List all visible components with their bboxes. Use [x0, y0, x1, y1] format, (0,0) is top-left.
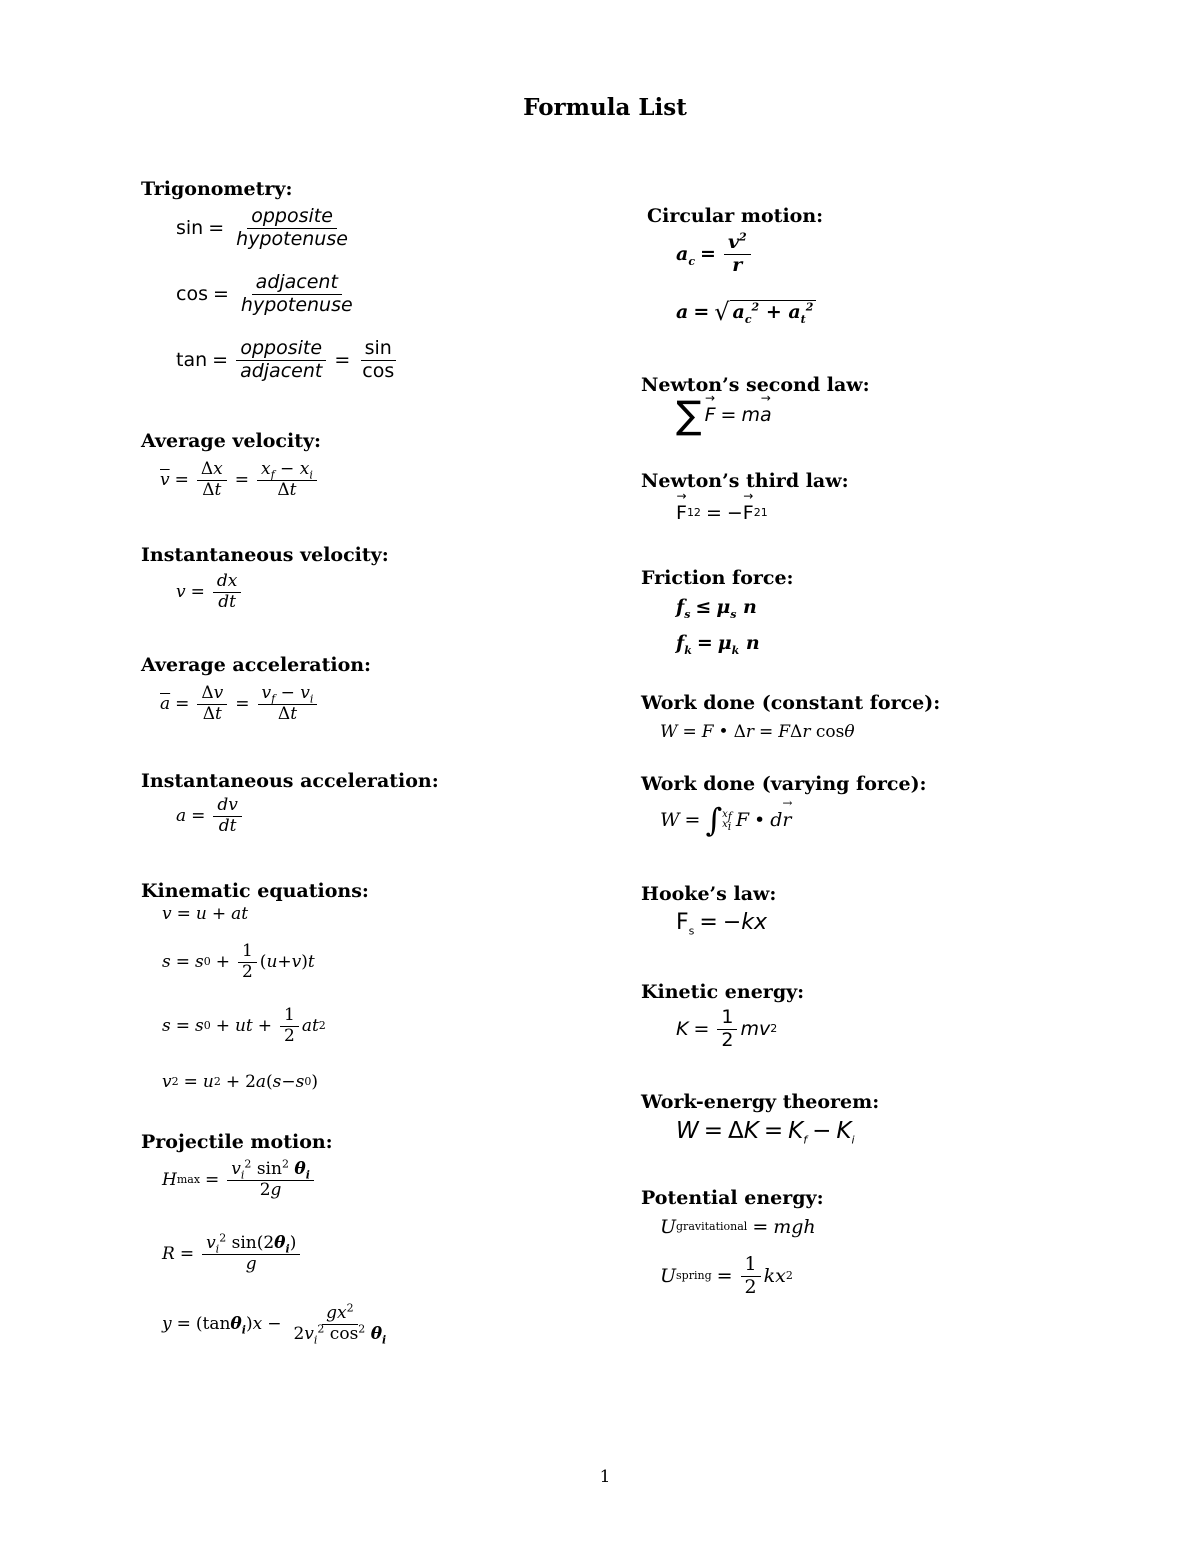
heading-newtons-second-law: Newton’s second law: — [641, 374, 870, 396]
formula-work-varying-force: W = ∫ $x_f$ $x_i$ F • d → r — [660, 804, 792, 836]
heading-kinetic-energy: Kinetic energy: — [641, 981, 805, 1003]
formula-range: R = $\frac{v_i^2 \sin(2\theta_i)}{g}$ — [162, 1234, 303, 1274]
heading-average-velocity: Average velocity: — [141, 430, 322, 452]
formula-hookes-law: $F_s$ = − kx — [676, 910, 768, 938]
formula-work-energy-theorem: W = Δ K = $K_f$ − $K_i$ — [676, 1118, 855, 1147]
formula-trajectory: y = (tan $\theta_i$ ) x − $\frac{gx^2}{2v_i^2 \cos^2 \theta_i}$ — [162, 1301, 387, 1346]
heading-instantaneous-acceleration: Instantaneous acceleration: — [141, 770, 439, 792]
page-number: 1 — [599, 1467, 611, 1487]
formula-static-friction: $f_s$ ≤ $\mu_s$ n — [676, 596, 757, 621]
formula-tan: tan = $\frac{\text{opposite}}{\text{adjacent}}$ = $\frac{\sin}{\cos}$ — [176, 337, 395, 382]
formula-average-acceleration: $\overline{a}$ = $\frac{\Delta v}{\Delta t}$ = $\frac{v_f - v_i}{\Delta t}$ — [160, 684, 320, 724]
formula-kinematic-2: s = s 0 + $\frac{1}{2}$ ( u + v ) t — [162, 941, 315, 982]
formula-gravitational-potential: U gravitational = mgh — [660, 1216, 816, 1238]
heading-instantaneous-velocity: Instantaneous velocity: — [141, 544, 389, 566]
formula-average-velocity: $\overline{v}$ = $\frac{\Delta x}{\Delta t}$ = $\frac{x_f - x_i}{\Delta t}$ — [160, 460, 320, 500]
formula-max-height: H max = $\frac{v_i^2 \sin^2 \theta_i}{2g}$ — [162, 1160, 317, 1200]
formula-total-acceleration: a = √ $a_c^2 + a_t^2$ — [676, 298, 816, 326]
formula-kinematic-3: s = s 0 + ut + $\frac{1}{2}$ at 2 — [162, 1005, 326, 1046]
formula-centripetal-acceleration: $a_c$ = $\frac{v^2}{r}$ — [676, 232, 754, 277]
heading-average-acceleration: Average acceleration: — [141, 654, 372, 676]
formula-kinematic-4: v 2 = u 2 + 2 a ( s − s 0 ) — [162, 1072, 319, 1092]
formula-cos: cos = $\frac{\text{adjacent}}{\text{hypotenuse}}$ — [176, 271, 353, 316]
formula-kinetic-friction: $f_k$ = $\mu_k$ n — [676, 632, 760, 657]
heading-potential-energy: Potential energy: — [641, 1187, 824, 1209]
heading-kinematic-equations: Kinematic equations: — [141, 880, 369, 902]
formula-work-constant-force: W = F • Δ r = F Δ r cos θ — [660, 722, 855, 742]
heading-friction-force: Friction force: — [641, 567, 794, 589]
heading-hookes-law: Hooke’s law: — [641, 883, 777, 905]
formula-spring-potential: U spring = $\frac{1}{2}$ kx 2 — [660, 1253, 793, 1298]
formula-sin: sin = $\frac{\text{opposite}}{\text{hypotenuse}}$ — [176, 205, 348, 250]
formula-instantaneous-acceleration: a = $\frac{dv}{dt}$ — [176, 796, 245, 836]
heading-projectile-motion: Projectile motion: — [141, 1131, 333, 1153]
page-title: Formula List — [523, 94, 687, 121]
formula-kinematic-1: v = u + at — [162, 904, 249, 924]
heading-trigonometry: Trigonometry: — [141, 178, 293, 200]
heading-work-varying-force: Work done (varying force): — [641, 773, 927, 795]
formula-kinetic-energy: K = $\frac{1}{2}$ mv 2 — [676, 1006, 778, 1051]
heading-work-energy-theorem: Work-energy theorem: — [641, 1091, 880, 1113]
formula-newtons-second-law: ∑ → F = m → a — [676, 396, 772, 434]
formula-newtons-third-law: → F 12 = − → F 21 — [676, 502, 768, 524]
heading-newtons-third-law: Newton’s third law: — [641, 470, 849, 492]
heading-work-constant-force: Work done (constant force): — [641, 692, 941, 714]
heading-circular-motion: Circular motion: — [647, 205, 824, 227]
formula-instantaneous-velocity: v = $\frac{dx}{dt}$ — [176, 572, 244, 612]
